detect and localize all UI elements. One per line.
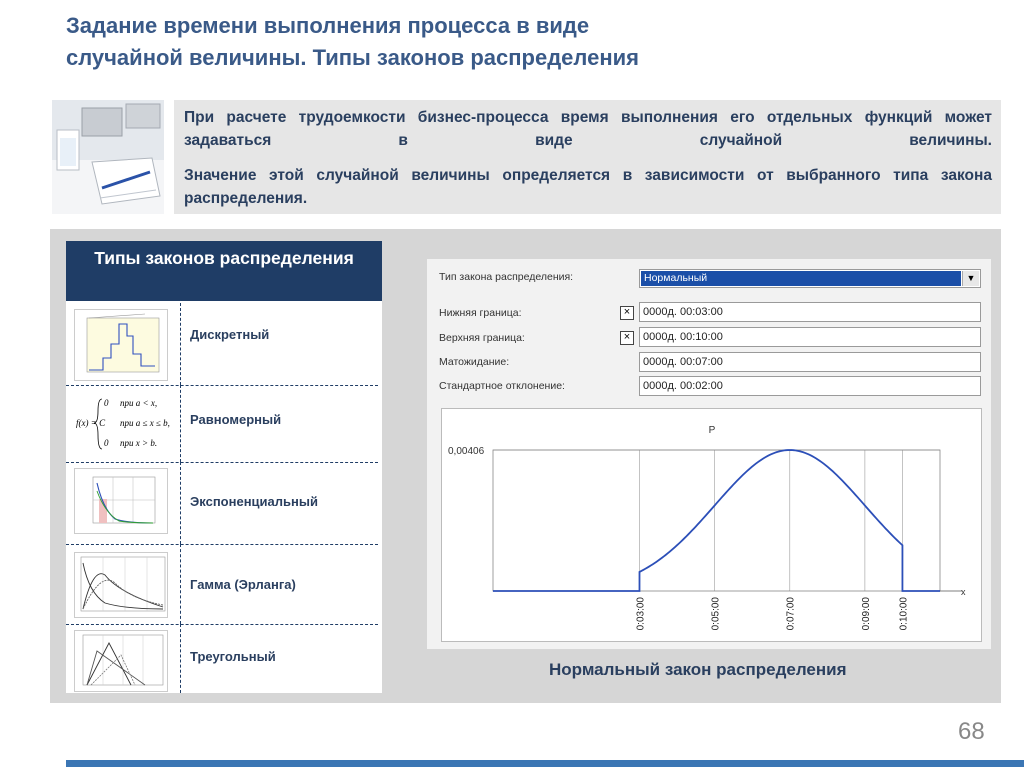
gamma-thumbnail	[74, 552, 168, 618]
chart-caption: Нормальный закон распределения	[549, 660, 847, 679]
triangular-thumbnail	[74, 630, 168, 692]
type-label-triangular: Треугольный	[190, 649, 276, 664]
x-tick-label-2: 0:07:00	[785, 597, 797, 631]
formula-line-1-value: 0	[104, 398, 109, 408]
upper-bound-field[interactable]: 0000д. 00:10:00	[639, 327, 981, 347]
distribution-type-label: Тип закона распределения:	[439, 271, 574, 283]
x-tick-label-1: 0:05:00	[710, 597, 722, 631]
mean-label: Матожидание:	[439, 356, 510, 368]
slide-title	[66, 10, 966, 74]
upper-bound-label: Верхняя граница:	[439, 332, 525, 344]
uniform-formula	[74, 393, 170, 453]
type-label-discrete: Дискретный	[190, 327, 270, 342]
x-tick-label-4: 0:10:00	[898, 597, 910, 631]
normal-pdf-curve	[493, 450, 940, 591]
type-row-uniform	[66, 385, 378, 463]
std-dev-label: Стандартное отклонение:	[439, 380, 565, 392]
chevron-down-icon[interactable]: ▼	[962, 271, 979, 286]
formula-line-3-value: 0	[104, 438, 109, 448]
type-label-gamma: Гамма (Эрланга)	[190, 577, 296, 592]
x-tick-label-3: 0:09:00	[860, 597, 872, 631]
type-row-triangular	[66, 624, 378, 693]
bottom-accent-bar	[66, 760, 1024, 767]
upper-bound-checkbox[interactable]: ×	[620, 331, 634, 345]
formula-line-2-lhs: f(x) = C	[76, 418, 106, 428]
y-axis-label: P	[708, 425, 716, 436]
distribution-type-value: Нормальный	[641, 271, 961, 286]
lower-bound-label: Нижняя граница:	[439, 307, 522, 319]
x-axis-label: x	[961, 587, 966, 597]
exponential-thumbnail	[74, 468, 168, 534]
types-table-header: Типы законов распределения	[66, 241, 382, 301]
office-photo	[52, 100, 164, 214]
type-row-exponential	[66, 462, 378, 545]
distribution-types-table	[66, 241, 382, 693]
mean-field[interactable]: 0000д. 00:07:00	[639, 352, 981, 372]
formula-line-3-condition: при x > b.	[120, 438, 158, 448]
plot-area-frame	[493, 450, 940, 591]
intro-text-box	[174, 100, 1001, 214]
intro-paragraph-2: Значение этой случайной величины определяется в зависимости от выбранного типа закона распределения.	[184, 167, 992, 207]
slide-title-line-2: случайной величины. Типы законов распределения	[66, 45, 639, 70]
formula-line-1-condition: при a < x,	[120, 398, 158, 408]
distribution-type-select[interactable]	[639, 269, 981, 288]
std-dev-field[interactable]: 0000д. 00:02:00	[639, 376, 981, 396]
y-tick-label: 0,00406	[448, 446, 485, 457]
type-row-gamma	[66, 544, 378, 625]
slide-title-line-1: Задание времени выполнения процесса в виде	[66, 13, 590, 38]
normal-distribution-chart	[441, 408, 982, 642]
page-number: 68	[958, 718, 985, 745]
lower-bound-checkbox[interactable]: ×	[620, 306, 634, 320]
formula-line-2-condition: при a ≤ x ≤ b,	[120, 418, 170, 428]
type-row-discrete	[66, 303, 378, 386]
discrete-thumbnail	[74, 309, 168, 381]
type-label-exponential: Экспоненциальный	[190, 494, 318, 509]
type-label-uniform: Равномерный	[190, 412, 282, 427]
lower-bound-field[interactable]: 0000д. 00:03:00	[639, 302, 981, 322]
x-tick-label-0: 0:03:00	[635, 597, 647, 631]
chart-svg	[442, 409, 981, 641]
intro-paragraph-1: При расчете трудоемкости бизнес-процесса время выполнения его отдельных функций может задаваться в виде случайной величины.	[184, 109, 992, 149]
